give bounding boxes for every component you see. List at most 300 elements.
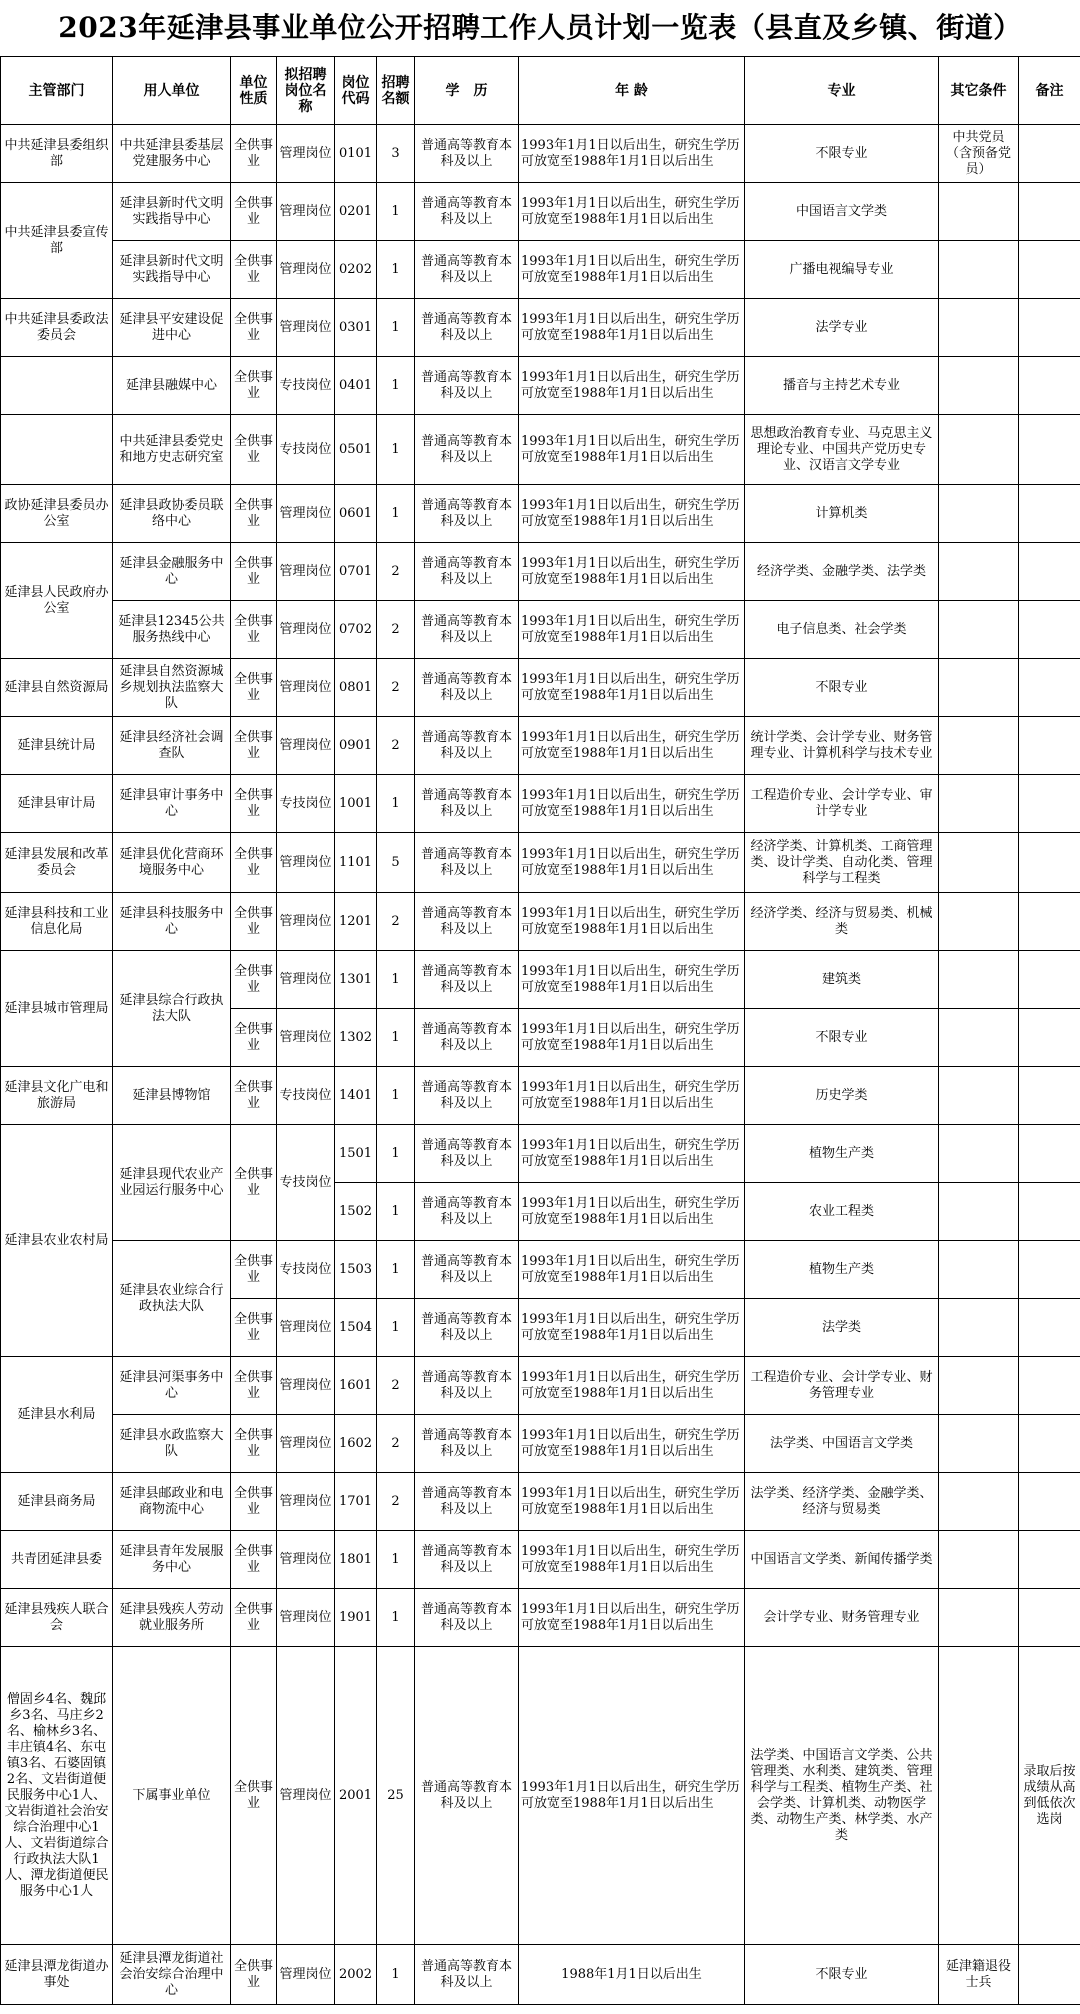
code-cell: 0202 <box>335 241 377 299</box>
nature-cell: 全供事业 <box>231 833 277 893</box>
note-cell <box>1019 485 1080 543</box>
quota-cell: 1 <box>377 1009 415 1067</box>
quota-cell: 1 <box>377 415 415 485</box>
position-cell: 专技岗位 <box>277 1125 335 1241</box>
other-cell <box>939 893 1019 951</box>
major-cell: 历史学类 <box>745 1067 939 1125</box>
code-cell: 1101 <box>335 833 377 893</box>
education-cell: 普通高等教育本科及以上 <box>415 1183 519 1241</box>
education-cell: 普通高等教育本科及以上 <box>415 1531 519 1589</box>
note-cell <box>1019 1473 1080 1531</box>
unit-cell: 延津县水政监察大队 <box>113 1415 231 1473</box>
code-cell: 1301 <box>335 951 377 1009</box>
note-cell <box>1019 1357 1080 1415</box>
dept-cell: 延津县农业农村局 <box>1 1125 113 1357</box>
education-cell: 普通高等教育本科及以上 <box>415 357 519 415</box>
other-cell <box>939 1009 1019 1067</box>
nature-cell: 全供事业 <box>231 1009 277 1067</box>
table-row <box>1 1067 1080 1125</box>
age-cell: 1993年1月1日以后出生，研究生学历可放宽至1988年1月1日以后出生 <box>519 1299 745 1357</box>
major-cell: 统计学类、会计学专业、财务管理专业、计算机科学与技术专业 <box>745 717 939 775</box>
dept-cell: 延津县自然资源局 <box>1 659 113 717</box>
position-cell: 管理岗位 <box>277 717 335 775</box>
quota-cell: 2 <box>377 543 415 601</box>
position-cell: 管理岗位 <box>277 125 335 183</box>
code-cell: 0901 <box>335 717 377 775</box>
nature-cell: 全供事业 <box>231 241 277 299</box>
other-cell <box>939 659 1019 717</box>
table-row <box>1 1357 1080 1415</box>
other-cell <box>939 1415 1019 1473</box>
code-cell: 0801 <box>335 659 377 717</box>
other-cell <box>939 1531 1019 1589</box>
note-cell <box>1019 241 1080 299</box>
position-cell: 管理岗位 <box>277 1299 335 1357</box>
quota-cell: 1 <box>377 299 415 357</box>
position-cell: 管理岗位 <box>277 183 335 241</box>
age-cell: 1993年1月1日以后出生，研究生学历可放宽至1988年1月1日以后出生 <box>519 415 745 485</box>
header-cell: 主管部门 <box>1 57 113 125</box>
dept-cell: 延津县文化广电和旅游局 <box>1 1067 113 1125</box>
nature-cell: 全供事业 <box>231 717 277 775</box>
quota-cell: 1 <box>377 1067 415 1125</box>
nature-cell: 全供事业 <box>231 1357 277 1415</box>
dept-cell: 延津县残疾人联合会 <box>1 1589 113 1647</box>
unit-cell: 延津县现代农业产业园运行服务中心 <box>113 1125 231 1241</box>
unit-cell: 延津县金融服务中心 <box>113 543 231 601</box>
education-cell: 普通高等教育本科及以上 <box>415 1589 519 1647</box>
dept-cell: 中共延津县委组织部 <box>1 125 113 183</box>
unit-cell: 延津县经济社会调查队 <box>113 717 231 775</box>
note-cell <box>1019 1299 1080 1357</box>
education-cell: 普通高等教育本科及以上 <box>415 893 519 951</box>
quota-cell: 5 <box>377 833 415 893</box>
other-cell <box>939 951 1019 1009</box>
position-cell: 管理岗位 <box>277 1473 335 1531</box>
nature-cell: 全供事业 <box>231 1647 277 1945</box>
note-cell <box>1019 1415 1080 1473</box>
age-cell: 1993年1月1日以后出生，研究生学历可放宽至1988年1月1日以后出生 <box>519 183 745 241</box>
code-cell: 1001 <box>335 775 377 833</box>
dept-cell <box>1 415 113 485</box>
age-cell: 1993年1月1日以后出生，研究生学历可放宽至1988年1月1日以后出生 <box>519 485 745 543</box>
note-cell <box>1019 833 1080 893</box>
other-cell <box>939 717 1019 775</box>
other-cell <box>939 1299 1019 1357</box>
major-cell: 中国语言文学类、新闻传播学类 <box>745 1531 939 1589</box>
code-cell: 1201 <box>335 893 377 951</box>
note-cell <box>1019 1241 1080 1299</box>
header-cell: 岗位代码 <box>335 57 377 125</box>
code-cell: 0201 <box>335 183 377 241</box>
position-cell: 管理岗位 <box>277 601 335 659</box>
major-cell: 不限专业 <box>745 1009 939 1067</box>
quota-cell: 1 <box>377 1945 415 2005</box>
code-cell: 1901 <box>335 1589 377 1647</box>
education-cell: 普通高等教育本科及以上 <box>415 485 519 543</box>
education-cell: 普通高等教育本科及以上 <box>415 717 519 775</box>
header-row <box>1 57 1080 125</box>
header-cell: 拟招聘岗位名称 <box>277 57 335 125</box>
position-cell: 管理岗位 <box>277 1647 335 1945</box>
quota-cell: 1 <box>377 1589 415 1647</box>
education-cell: 普通高等教育本科及以上 <box>415 183 519 241</box>
note-cell <box>1019 1945 1080 2005</box>
dept-cell: 延津县统计局 <box>1 717 113 775</box>
quota-cell: 1 <box>377 775 415 833</box>
unit-cell: 中共延津县委党史和地方史志研究室 <box>113 415 231 485</box>
note-cell <box>1019 601 1080 659</box>
major-cell: 工程造价专业、会计学专业、财务管理专业 <box>745 1357 939 1415</box>
note-cell <box>1019 717 1080 775</box>
age-cell: 1993年1月1日以后出生，研究生学历可放宽至1988年1月1日以后出生 <box>519 357 745 415</box>
major-cell: 电子信息类、社会学类 <box>745 601 939 659</box>
table-row <box>1 833 1080 893</box>
nature-cell: 全供事业 <box>231 543 277 601</box>
dept-cell: 延津县水利局 <box>1 1357 113 1473</box>
nature-cell: 全供事业 <box>231 1125 277 1241</box>
table-row <box>1 1531 1080 1589</box>
unit-cell: 延津县新时代文明实践指导中心 <box>113 183 231 241</box>
code-cell: 2002 <box>335 1945 377 2005</box>
dept-cell: 延津县城市管理局 <box>1 951 113 1067</box>
major-cell: 法学类 <box>745 1299 939 1357</box>
note-cell <box>1019 893 1080 951</box>
quota-cell: 2 <box>377 893 415 951</box>
age-cell: 1993年1月1日以后出生，研究生学历可放宽至1988年1月1日以后出生 <box>519 1531 745 1589</box>
nature-cell: 全供事业 <box>231 1067 277 1125</box>
major-cell: 法学专业 <box>745 299 939 357</box>
unit-cell: 延津县青年发展服务中心 <box>113 1531 231 1589</box>
note-cell <box>1019 1589 1080 1647</box>
major-cell: 植物生产类 <box>745 1241 939 1299</box>
quota-cell: 3 <box>377 125 415 183</box>
quota-cell: 1 <box>377 485 415 543</box>
major-cell: 经济学类、金融学类、法学类 <box>745 543 939 601</box>
education-cell: 普通高等教育本科及以上 <box>415 299 519 357</box>
code-cell: 1503 <box>335 1241 377 1299</box>
position-cell: 管理岗位 <box>277 485 335 543</box>
page-title: 2023年延津县事业单位公开招聘工作人员计划一览表（县直及乡镇、街道） <box>58 11 1022 44</box>
education-cell: 普通高等教育本科及以上 <box>415 1299 519 1357</box>
table-row <box>1 601 1080 659</box>
header-cell: 用人单位 <box>113 57 231 125</box>
header-cell: 年 龄 <box>519 57 745 125</box>
unit-cell: 延津县新时代文明实践指导中心 <box>113 241 231 299</box>
unit-cell: 延津县科技服务中心 <box>113 893 231 951</box>
nature-cell: 全供事业 <box>231 1589 277 1647</box>
education-cell: 普通高等教育本科及以上 <box>415 1647 519 1945</box>
major-cell: 播音与主持艺术专业 <box>745 357 939 415</box>
unit-cell: 延津县平安建设促进中心 <box>113 299 231 357</box>
education-cell: 普通高等教育本科及以上 <box>415 833 519 893</box>
note-cell <box>1019 1009 1080 1067</box>
code-cell: 0701 <box>335 543 377 601</box>
code-cell: 0401 <box>335 357 377 415</box>
code-cell: 2001 <box>335 1647 377 1945</box>
unit-cell: 延津县农业综合行政执法大队 <box>113 1241 231 1357</box>
other-cell <box>939 1647 1019 1945</box>
unit-cell: 延津县综合行政执法大队 <box>113 951 231 1067</box>
note-cell <box>1019 659 1080 717</box>
position-cell: 专技岗位 <box>277 1067 335 1125</box>
code-cell: 0702 <box>335 601 377 659</box>
code-cell: 1701 <box>335 1473 377 1531</box>
education-cell: 普通高等教育本科及以上 <box>415 1067 519 1125</box>
code-cell: 1601 <box>335 1357 377 1415</box>
table-row <box>1 1473 1080 1531</box>
quota-cell: 1 <box>377 357 415 415</box>
unit-cell: 延津县潭龙街道社会治安综合治理中心 <box>113 1945 231 2005</box>
quota-cell: 1 <box>377 951 415 1009</box>
table-row <box>1 183 1080 241</box>
code-cell: 1302 <box>335 1009 377 1067</box>
position-cell: 管理岗位 <box>277 241 335 299</box>
code-cell: 0501 <box>335 415 377 485</box>
other-cell <box>939 183 1019 241</box>
note-cell <box>1019 357 1080 415</box>
nature-cell: 全供事业 <box>231 1241 277 1299</box>
dept-cell: 中共延津县委宣传部 <box>1 183 113 299</box>
education-cell: 普通高等教育本科及以上 <box>415 1357 519 1415</box>
dept-cell: 延津县审计局 <box>1 775 113 833</box>
age-cell: 1993年1月1日以后出生，研究生学历可放宽至1988年1月1日以后出生 <box>519 1241 745 1299</box>
other-cell <box>939 601 1019 659</box>
nature-cell: 全供事业 <box>231 415 277 485</box>
quota-cell: 2 <box>377 601 415 659</box>
unit-cell: 延津县12345公共服务热线中心 <box>113 601 231 659</box>
age-cell: 1993年1月1日以后出生，研究生学历可放宽至1988年1月1日以后出生 <box>519 1589 745 1647</box>
nature-cell: 全供事业 <box>231 1415 277 1473</box>
age-cell: 1993年1月1日以后出生，研究生学历可放宽至1988年1月1日以后出生 <box>519 1009 745 1067</box>
education-cell: 普通高等教育本科及以上 <box>415 543 519 601</box>
nature-cell: 全供事业 <box>231 601 277 659</box>
nature-cell: 全供事业 <box>231 357 277 415</box>
nature-cell: 全供事业 <box>231 485 277 543</box>
age-cell: 1993年1月1日以后出生，研究生学历可放宽至1988年1月1日以后出生 <box>519 1415 745 1473</box>
unit-cell: 下属事业单位 <box>113 1647 231 1945</box>
quota-cell: 1 <box>377 1125 415 1183</box>
major-cell: 不限专业 <box>745 125 939 183</box>
dept-cell <box>1 357 113 415</box>
education-cell: 普通高等教育本科及以上 <box>415 951 519 1009</box>
major-cell: 思想政治教育专业、马克思主义理论专业、中国共产党历史专业、汉语言文学专业 <box>745 415 939 485</box>
table-row <box>1 543 1080 601</box>
dept-cell: 延津县商务局 <box>1 1473 113 1531</box>
nature-cell: 全供事业 <box>231 775 277 833</box>
code-cell: 0301 <box>335 299 377 357</box>
quota-cell: 2 <box>377 1357 415 1415</box>
table-row <box>1 241 1080 299</box>
major-cell: 中国语言文学类 <box>745 183 939 241</box>
note-cell <box>1019 415 1080 485</box>
age-cell: 1993年1月1日以后出生，研究生学历可放宽至1988年1月1日以后出生 <box>519 951 745 1009</box>
other-cell <box>939 1241 1019 1299</box>
code-cell: 1602 <box>335 1415 377 1473</box>
unit-cell: 延津县自然资源城乡规划执法监察大队 <box>113 659 231 717</box>
age-cell: 1993年1月1日以后出生，研究生学历可放宽至1988年1月1日以后出生 <box>519 543 745 601</box>
dept-cell: 延津县潭龙街道办事处 <box>1 1945 113 2005</box>
header-cell: 其它条件 <box>939 57 1019 125</box>
other-cell <box>939 485 1019 543</box>
position-cell: 管理岗位 <box>277 1945 335 2005</box>
other-cell <box>939 299 1019 357</box>
table-row <box>1 1125 1080 1183</box>
position-cell: 管理岗位 <box>277 833 335 893</box>
dept-cell: 僧固乡4名、魏邱乡3名、马庄乡2名、榆林乡3名、丰庄镇4名、东屯镇3名、石婆固镇2名、文岩街道便民服务中心1人、文岩街道社会治安综合治理中心1人、文岩街道综合行政执法大队1人、潭龙街道便民服务中心1人 <box>1 1647 113 1945</box>
other-cell <box>939 775 1019 833</box>
other-cell <box>939 1067 1019 1125</box>
table-row <box>1 717 1080 775</box>
table-row <box>1 485 1080 543</box>
dept-cell: 延津县科技和工业信息化局 <box>1 893 113 951</box>
nature-cell: 全供事业 <box>231 1473 277 1531</box>
major-cell: 不限专业 <box>745 659 939 717</box>
quota-cell: 1 <box>377 183 415 241</box>
table-row <box>1 951 1080 1009</box>
position-cell: 管理岗位 <box>277 1531 335 1589</box>
education-cell: 普通高等教育本科及以上 <box>415 415 519 485</box>
table-row <box>1 415 1080 485</box>
age-cell: 1993年1月1日以后出生，研究生学历可放宽至1988年1月1日以后出生 <box>519 125 745 183</box>
age-cell: 1993年1月1日以后出生，研究生学历可放宽至1988年1月1日以后出生 <box>519 1067 745 1125</box>
age-cell: 1993年1月1日以后出生，研究生学历可放宽至1988年1月1日以后出生 <box>519 833 745 893</box>
age-cell: 1993年1月1日以后出生，研究生学历可放宽至1988年1月1日以后出生 <box>519 1357 745 1415</box>
education-cell: 普通高等教育本科及以上 <box>415 775 519 833</box>
table-row <box>1 299 1080 357</box>
unit-cell: 延津县博物馆 <box>113 1067 231 1125</box>
unit-cell: 延津县邮政业和电商物流中心 <box>113 1473 231 1531</box>
dept-cell: 延津县发展和改革委员会 <box>1 833 113 893</box>
age-cell: 1993年1月1日以后出生，研究生学历可放宽至1988年1月1日以后出生 <box>519 241 745 299</box>
note-cell <box>1019 1125 1080 1183</box>
other-cell <box>939 357 1019 415</box>
note-cell <box>1019 1067 1080 1125</box>
major-cell: 建筑类 <box>745 951 939 1009</box>
age-cell: 1993年1月1日以后出生，研究生学历可放宽至1988年1月1日以后出生 <box>519 1183 745 1241</box>
dept-cell: 中共延津县委政法委员会 <box>1 299 113 357</box>
table-row <box>1 1415 1080 1473</box>
table-row <box>1 659 1080 717</box>
dept-cell: 政协延津县委员办公室 <box>1 485 113 543</box>
other-cell <box>939 241 1019 299</box>
nature-cell: 全供事业 <box>231 125 277 183</box>
major-cell: 法学类、中国语言文学类 <box>745 1415 939 1473</box>
other-cell <box>939 1357 1019 1415</box>
position-cell: 管理岗位 <box>277 1415 335 1473</box>
dept-cell: 共青团延津县委 <box>1 1531 113 1589</box>
position-cell: 专技岗位 <box>277 357 335 415</box>
table-row <box>1 775 1080 833</box>
header-cell: 学 历 <box>415 57 519 125</box>
code-cell: 0101 <box>335 125 377 183</box>
position-cell: 管理岗位 <box>277 659 335 717</box>
header-cell: 单位性质 <box>231 57 277 125</box>
education-cell: 普通高等教育本科及以上 <box>415 1009 519 1067</box>
age-cell: 1988年1月1日以后出生 <box>519 1945 745 2005</box>
position-cell: 管理岗位 <box>277 1357 335 1415</box>
age-cell: 1993年1月1日以后出生，研究生学历可放宽至1988年1月1日以后出生 <box>519 717 745 775</box>
age-cell: 1993年1月1日以后出生，研究生学历可放宽至1988年1月1日以后出生 <box>519 299 745 357</box>
recruitment-table <box>0 56 1080 2005</box>
age-cell: 1993年1月1日以后出生，研究生学历可放宽至1988年1月1日以后出生 <box>519 893 745 951</box>
note-cell: 录取后按成绩从高到低依次选岗 <box>1019 1647 1080 1945</box>
education-cell: 普通高等教育本科及以上 <box>415 1415 519 1473</box>
nature-cell: 全供事业 <box>231 1531 277 1589</box>
education-cell: 普通高等教育本科及以上 <box>415 1125 519 1183</box>
major-cell: 会计学专业、财务管理专业 <box>745 1589 939 1647</box>
major-cell: 广播电视编导专业 <box>745 241 939 299</box>
unit-cell: 延津县政协委员联络中心 <box>113 485 231 543</box>
other-cell <box>939 1125 1019 1183</box>
note-cell <box>1019 543 1080 601</box>
nature-cell: 全供事业 <box>231 1945 277 2005</box>
age-cell: 1993年1月1日以后出生，研究生学历可放宽至1988年1月1日以后出生 <box>519 1473 745 1531</box>
major-cell: 农业工程类 <box>745 1183 939 1241</box>
position-cell: 专技岗位 <box>277 1241 335 1299</box>
quota-cell: 1 <box>377 1241 415 1299</box>
unit-cell: 延津县河渠事务中心 <box>113 1357 231 1415</box>
unit-cell: 中共延津县委基层党建服务中心 <box>113 125 231 183</box>
table-row <box>1 357 1080 415</box>
nature-cell: 全供事业 <box>231 1299 277 1357</box>
header-cell: 专业 <box>745 57 939 125</box>
other-cell: 延津籍退役士兵 <box>939 1945 1019 2005</box>
age-cell: 1993年1月1日以后出生，研究生学历可放宽至1988年1月1日以后出生 <box>519 775 745 833</box>
dept-cell: 延津县人民政府办公室 <box>1 543 113 659</box>
table-row <box>1 125 1080 183</box>
major-cell: 不限专业 <box>745 1945 939 2005</box>
quota-cell: 1 <box>377 1183 415 1241</box>
header-cell: 备注 <box>1019 57 1080 125</box>
education-cell: 普通高等教育本科及以上 <box>415 1473 519 1531</box>
other-cell <box>939 1183 1019 1241</box>
other-cell <box>939 543 1019 601</box>
note-cell <box>1019 125 1080 183</box>
age-cell: 1993年1月1日以后出生，研究生学历可放宽至1988年1月1日以后出生 <box>519 601 745 659</box>
note-cell <box>1019 951 1080 1009</box>
table-row <box>1 893 1080 951</box>
other-cell <box>939 415 1019 485</box>
other-cell: 中共党员（含预备党员） <box>939 125 1019 183</box>
table-row <box>1 1589 1080 1647</box>
position-cell: 专技岗位 <box>277 775 335 833</box>
quota-cell: 2 <box>377 659 415 717</box>
major-cell: 植物生产类 <box>745 1125 939 1183</box>
other-cell <box>939 833 1019 893</box>
code-cell: 1401 <box>335 1067 377 1125</box>
major-cell: 工程造价专业、会计学专业、审计学专业 <box>745 775 939 833</box>
code-cell: 1801 <box>335 1531 377 1589</box>
note-cell <box>1019 775 1080 833</box>
position-cell: 管理岗位 <box>277 299 335 357</box>
position-cell: 管理岗位 <box>277 1589 335 1647</box>
note-cell <box>1019 299 1080 357</box>
unit-cell: 延津县优化营商环境服务中心 <box>113 833 231 893</box>
unit-cell: 延津县审计事务中心 <box>113 775 231 833</box>
quota-cell: 1 <box>377 241 415 299</box>
major-cell: 计算机类 <box>745 485 939 543</box>
table-row <box>1 1647 1080 1945</box>
table-row <box>1 1241 1080 1299</box>
quota-cell: 2 <box>377 1473 415 1531</box>
unit-cell: 延津县残疾人劳动就业服务所 <box>113 1589 231 1647</box>
quota-cell: 1 <box>377 1531 415 1589</box>
quota-cell: 2 <box>377 1415 415 1473</box>
education-cell: 普通高等教育本科及以上 <box>415 241 519 299</box>
other-cell <box>939 1589 1019 1647</box>
position-cell: 管理岗位 <box>277 1009 335 1067</box>
